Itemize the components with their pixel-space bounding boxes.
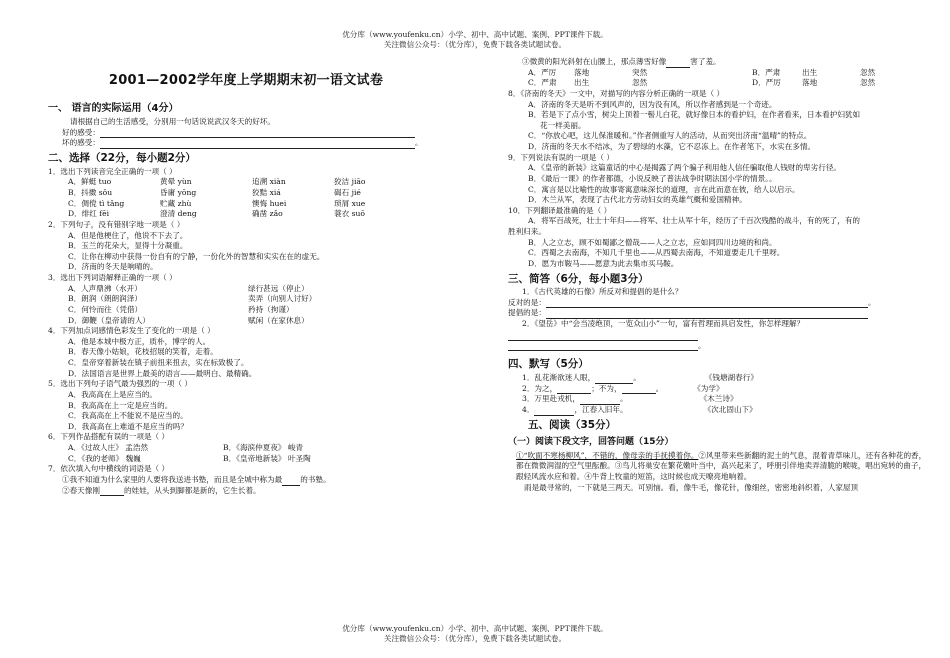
q7-s2-text: ②春天像刚 <box>62 485 100 495</box>
footer-line-1: 优分库（www.youfenku.cn）小学、初中、高中试题、案例、PPT课件下载。 <box>342 624 608 633</box>
reading-paragraph-2: 雨是最寻常的，一下就是三两天。可别恼。看，像牛毛，像花针，像细丝，密密地斜织着，人家屋顶 <box>524 482 859 492</box>
q3-stem: 3．选出下列词语解释正确的一项（ ） <box>48 273 177 282</box>
s3-oppose-label: 反对的是： <box>508 297 546 307</box>
q9-option-d: D．木兰从军，表现了古代北方劳动妇女的英雄气概和爱国精神。 <box>528 195 747 205</box>
q5-option-c: C．我高高在上不能说不是应当的。 <box>68 411 188 421</box>
q2-option-c: C．让你在柳动中获得一份自有的宁静，一份化外的智慧和实实在在的虚无。 <box>68 251 325 261</box>
q7-cell: 忽然 <box>632 78 648 88</box>
q1-cell: 狡黠 xiá <box>252 188 281 197</box>
s4-text: 4． <box>522 404 535 414</box>
header-line-1: 优分库（www.youfenku.cn）小学、初中、高中试题、案例、PPT课件下载。 <box>342 30 608 39</box>
q1-cell: 贮藏 zhù <box>160 198 192 208</box>
q7-s3-blank[interactable] <box>666 58 690 68</box>
good-feeling-label: 好的感受： <box>62 127 100 137</box>
page-header <box>0 30 950 50</box>
reading-paragraph-1-rest: ②风里带来些新翻的泥土的气息，混着青草味儿，还有各种花的香，都在微微润湿的空气里酝酿。③鸟儿将巢安在繁花嫩叶当中，高兴起来了，呼朋引伴地卖弄清脆的喉咙，唱出宛转的曲子，跟轻风流水应和着。④牛背上牧童的短笛，这时候也成天嘹亮地响着。 <box>516 450 927 482</box>
s4-text: ；不为， <box>591 383 622 393</box>
q1-cell: D．绯红 fēi <box>68 209 110 219</box>
s4-text: 。 <box>620 394 628 404</box>
section-5-heading: 五、阅读（35分） <box>528 418 617 431</box>
q4-option-d: D．法国语言是世界上最美的语言——最明白、最精确。 <box>68 368 257 378</box>
q6-cell: A．《过故人庄》 孟浩然 <box>68 443 149 452</box>
q1-cell: 澄清 deng <box>160 209 197 219</box>
q7-cell: 出生 <box>574 78 590 88</box>
q5-option-a: A．我高高在上是应当的。 <box>68 389 158 399</box>
q3-cell: 卖弄（向别人讨好） <box>248 294 317 304</box>
s3-q2-answer-blank[interactable] <box>508 341 698 351</box>
q1-cell: 黄晕 yùn <box>160 177 192 187</box>
good-feeling-line <box>48 128 444 139</box>
q3-row-c <box>48 305 444 316</box>
q10-option-c: C．西蜀之去南海，不知几千里也——从西蜀去南海，不知道要走几千里呀。 <box>528 248 785 258</box>
q1-row-a <box>48 177 444 188</box>
q6-row-2 <box>48 454 444 465</box>
bad-feeling-line <box>48 138 444 149</box>
q7-row-1 <box>508 68 928 79</box>
q7-s1-text: ①我不知道为什么家里的人要将我送进书塾，而且是全城中称为最 <box>62 474 283 484</box>
s4-line-2 <box>508 384 928 395</box>
q3-cell: 绿行甚远（停止） <box>248 283 309 293</box>
s4-source: 《钱塘湖春行》 <box>704 373 758 382</box>
q2-option-d: D．济南的冬天是响晴的。 <box>68 262 158 272</box>
q7-s3-end: 害了羞。 <box>690 57 721 66</box>
s4-line-4 <box>508 405 928 416</box>
section-1-heading: 一、 语言的实际运用（4分） <box>48 103 179 115</box>
q8-option-b-1: B．若是下了点小雪，树尖上顶着一髻儿白花，就好像日本的看护妇，在作者看来，日本看护妇犹如 <box>528 110 861 120</box>
q1-row-b <box>48 188 444 199</box>
q7-sentence-1 <box>48 475 444 486</box>
s4-text: 1．乱花渐欲迷人眼， <box>522 373 596 382</box>
q7-cell: 出生 <box>802 67 818 77</box>
q4-stem: 4．下列加点词感情色彩发生了变化的一项是（ ） <box>48 326 215 336</box>
section-4-heading: 四、默写（5分） <box>508 358 589 371</box>
q7-cell: 落地 <box>574 67 590 77</box>
s3-advocate-line <box>508 308 928 319</box>
s3-q1: 1．《古代英雄的石像》所反对和提倡的是什么？ <box>522 287 683 297</box>
q8-option-b-2: 花一样美丽。 <box>540 120 586 130</box>
s4-text: 。 <box>655 383 664 393</box>
q7-cell: 突然 <box>632 67 648 77</box>
s4-source: 《为学》 <box>693 383 724 393</box>
header-line-2: 关注微信公众号：（优分库），免费下载各类试题试卷。 <box>383 39 567 49</box>
q1-row-d <box>48 209 444 220</box>
q7-cell: 忽然 <box>860 78 876 88</box>
q6-cell: B．《皇帝地新装》 叶圣陶 <box>223 453 311 463</box>
q1-cell: 狡洁 jiāo <box>334 177 366 187</box>
s4-text: 3．万里赴戎机， <box>522 394 580 404</box>
q3-row-a <box>48 284 444 295</box>
q10-stem: 10．下列翻译最准确的是（ ） <box>508 205 612 215</box>
section-1-instruction: 请根据自己的生活感受，分别用一句话说说武汉冬天的好坏。 <box>70 117 276 127</box>
q1-cell: 懊悔 huei <box>252 198 287 208</box>
q4-option-c: C．皇帝穿着新装在镇子前扭来扭去，实在标致极了。 <box>68 358 249 367</box>
bad-feeling-period: 。 <box>414 138 423 148</box>
q7-s1-end: 的书塾。 <box>300 474 331 484</box>
q5-stem: 5．选出下列句子语气最为强烈的一项（ ） <box>48 379 192 389</box>
s3-oppose-line <box>508 298 928 309</box>
section-5-subheading: （一）阅读下段文字，回答问题（15分） <box>508 437 674 448</box>
q7-s2-end: 的娃娃，从头到脚都是新的，它生长着。 <box>123 485 261 495</box>
q4-option-a: A．他是本城中极方正，质朴，博学的人。 <box>68 336 211 346</box>
q1-cell: 昏庸 yōng <box>160 188 197 197</box>
q3-row-d <box>48 316 444 327</box>
q4-option-b: B．春天像小姑娘，花枝招展的笑着，走着。 <box>68 347 218 357</box>
q3-row-b <box>48 294 444 305</box>
q3-cell: C．何怜而往（凭借） <box>68 304 143 314</box>
s3-advocate-label: 提倡的是： <box>508 308 546 318</box>
s3-oppose-period: 。 <box>867 297 876 307</box>
q8-stem: 8．《济南的冬天》一文中，对描写的内容分析正确的一项是（ ） <box>508 88 725 98</box>
q7-s1-blank[interactable] <box>282 476 300 486</box>
good-feeling-blank[interactable] <box>100 128 415 138</box>
q1-cell: 琐屑 xue <box>334 198 366 208</box>
s3-q2-answer-line-2 <box>508 341 928 352</box>
q6-stem: 6．下列作品搭配有误的一项是（ ） <box>48 432 170 442</box>
q7-s2-blank[interactable] <box>100 486 124 496</box>
q7-cell: 落地 <box>802 78 818 88</box>
q9-option-b: B．《最后一课》的作者都德，小说反映了普法战争时期法国小学的情景。。 <box>528 173 777 183</box>
q10-option-a-2: 胜利归来。 <box>508 227 546 236</box>
q5-option-d: D．我高高在上难道不是应当的吗？ <box>68 421 188 431</box>
s4-blank[interactable] <box>580 395 620 405</box>
right-column <box>508 57 928 493</box>
q10-option-a-1: A．将军百战死，壮士十年归——将军、壮士从军十年，经历了千百次残酷的战斗，有的死了，有的 <box>528 216 861 226</box>
q7-sentence-3 <box>508 57 928 68</box>
q2-stem: 2．下列句子，没有错别字地一项是（ ） <box>48 219 185 229</box>
section-2-heading: 二、选择（22分，每小题2分） <box>48 152 196 165</box>
s4-source: 《次北固山下》 <box>703 404 757 414</box>
q7-cell: C．严肃 <box>528 78 557 88</box>
q1-cell: B．抖擞 sǒu <box>68 188 113 197</box>
q9-option-c: C．寓言是以比喻性的故事寄寓意味深长的道理，言在此而意在彼，给人以启示。 <box>528 184 800 194</box>
q10-option-b: B．人之立志，顾不如蜀鄙之僧哉——人之立志，应如同四川边境的和尚。 <box>528 237 777 247</box>
section-3-heading: 三、简答（6分，每小题3分） <box>508 272 649 285</box>
q6-row-1 <box>48 443 444 454</box>
q8-option-d: D．济南的冬天水不结冰，为了碧绿的水藻，它不忍冻上。在作者笔下，水实在多情。 <box>528 142 816 151</box>
q3-cell: B．朗润（朗朗润泽） <box>68 294 142 304</box>
q1-cell: A．鲜蜓 tuo <box>68 177 112 187</box>
q9-option-a: A．《皇帝的新装》这篇童话的中心是揭露了两个骗子利用他人信任骗取他人钱财的卑劣行径。 <box>528 163 842 173</box>
page-footer <box>0 624 950 644</box>
s3-advocate-blank[interactable] <box>546 309 868 319</box>
s4-blank[interactable] <box>557 384 591 394</box>
s4-line-1 <box>508 373 928 384</box>
q7-cell: 忽然 <box>860 67 876 77</box>
q3-cell: 赋闲（在家休息） <box>248 315 309 325</box>
exam-title: 2001—2002学年度上学期期末初一语文试卷 <box>108 73 384 88</box>
q1-cell: 蓑衣 suō <box>334 209 365 219</box>
bad-feeling-blank[interactable] <box>100 139 415 149</box>
q7-sentence-2 <box>48 486 444 497</box>
q2-option-a: A．但是他梗住了，他说不下去了。 <box>68 230 188 240</box>
q1-cell: 追溯 xiàn <box>252 177 286 187</box>
q2-option-b: B．玉兰的花朵大，显得十分凝重。 <box>68 241 188 251</box>
s4-text: 2．为之， <box>522 383 558 393</box>
q3-cell: 矜持（拘谨） <box>248 304 294 314</box>
q7-row-2 <box>508 78 928 89</box>
s3-q2: 2．《望岳》中“会当凌绝顶，一览众山小”一句，富有哲理而具启发性，你怎样理解？ <box>522 319 805 329</box>
reading-paragraph-1 <box>508 451 928 483</box>
s4-text: 。 <box>633 373 641 382</box>
q1-cell: 碣石 jié <box>334 188 361 197</box>
q3-cell: A．人声鼎沸（水开） <box>68 283 142 293</box>
q8-option-a: A．济南的冬天是听不到风声的，因为没有风，所以作者感到是一个奇迹。 <box>528 99 777 109</box>
s3-q2-answer-line-1[interactable] <box>508 330 698 341</box>
s3-q2-period: 。 <box>698 340 706 350</box>
reading-underlined-sentence: ①“吹面不寒杨柳风”，不错的，像母亲的手抚摸着你。 <box>516 450 699 460</box>
q8-option-c: C．“你放心吧，这儿保准暖和。”作者侧重写人的活动，从而突出济南“温晴”的特点。 <box>528 131 812 141</box>
q7-cell: D．严厉 <box>752 78 781 88</box>
q7-s3-text: ③微黄的阳光斜射在山腰上，那点薄雪好像 <box>522 57 667 66</box>
s4-line-3 <box>508 394 928 405</box>
q5-option-b: B．我高高在上一定是应当的。 <box>68 400 173 410</box>
bad-feeling-label: 坏的感受： <box>62 138 100 148</box>
s4-text: ，江春入旧年。 <box>574 404 628 414</box>
left-column <box>48 58 444 496</box>
s4-blank[interactable] <box>534 406 574 416</box>
q1-row-c <box>48 199 444 210</box>
q7-cell: B．严肃 <box>752 67 781 77</box>
q6-cell: B．《海滨仲夏夜》 峻青 <box>223 443 304 452</box>
q10-option-d: D．愿为市鞍马——愿意为此去集市买马鞍。 <box>528 258 679 268</box>
footer-line-2: 关注微信公众号：（优分库），免费下载各类试题试卷。 <box>383 633 567 643</box>
q1-cell: 确凿 zǎo <box>252 209 283 219</box>
q6-cell: C．《我的老师》 魏巍 <box>68 453 141 463</box>
q9-stem: 9．下列说法有误的一项是（ ） <box>508 152 614 162</box>
s3-oppose-blank[interactable] <box>546 298 868 308</box>
q3-cell: D．御鞭（皇帝请的人） <box>68 315 151 325</box>
q1-stem: 1．选出下列读音完全正确的一项（ ） <box>48 166 177 176</box>
q7-cell: A．严厉 <box>528 67 557 77</box>
q7-stem: 7．依次填入句中横线的词语是（ ） <box>48 464 170 474</box>
s4-source: 《木兰诗》 <box>699 394 738 404</box>
s4-blank[interactable] <box>595 374 633 384</box>
q1-cell: C．倜傥 tì tǎng <box>68 198 125 208</box>
s4-blank[interactable] <box>622 384 656 394</box>
